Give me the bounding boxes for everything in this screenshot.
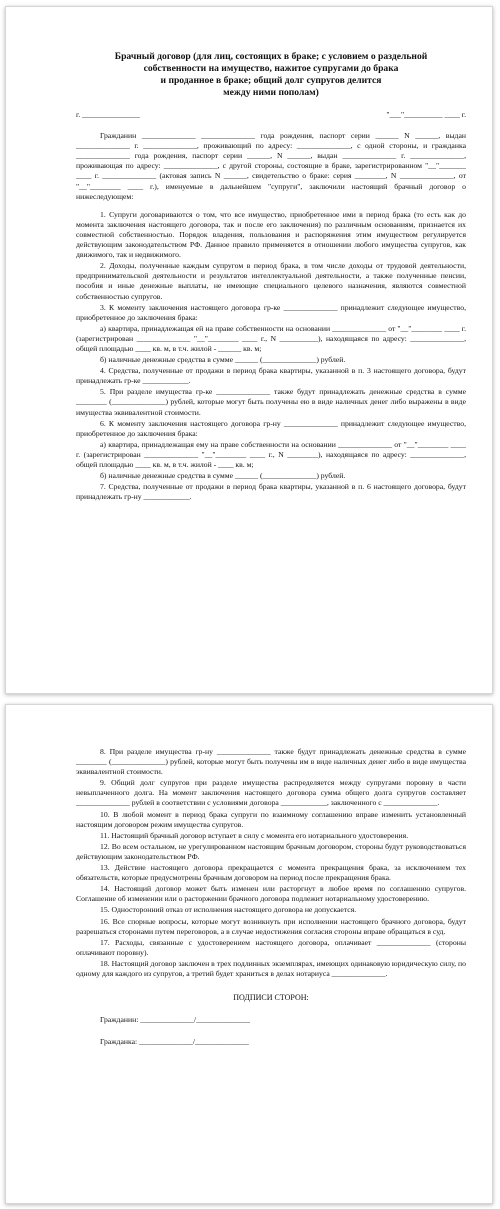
clause-7: 7. Средства, полученные от продажи в период брака квартиры, указанной в п. 6 настоящего договора, будут принадлежать гр-ну ____________. (76, 482, 466, 502)
wife-signature-line: Гражданка: ______________/______________ (100, 1037, 249, 1047)
clause-6: 6. К моменту заключения настоящего договора гр-ну ______________ принадлежит следующее имущество, приобретенное до заключения брака: (76, 418, 466, 438)
place-date-line (76, 110, 466, 120)
clause-3a: а) квартира, принадлежащая ей на праве собственности на основании ______________ от "__"________ ____ г. (зарегистрирован ______________ "__"________ ____ г., N __________), находящаяся по адресу: ______________, общей площадью ____ кв. м, в т.ч. жилой - ______ кв. м; (76, 323, 466, 353)
clause-11: 11. Настоящий брачный договор вступает в силу с момента его нотариального удостоверения. (100, 830, 409, 840)
parties-intro: Гражданин ______________ ______________ года рождения, паспорт серии ______ N ______, выдан ______________ г. ______________, проживающий по адресу: ______________, с одной стороны, и гражданка ______________ года рождения, паспорт серии ______, N ______, выдан ______________ г. ______________, проживающая по адресу: ______________, с другой стороны, состоящие в браке, зарегистрированном "__"_______ ____ г. ______________ (актовая запись N ______, свидетельство о браке: серия ________, N ______________, от "__"________ ____ г.), именуемые в дальнейшем "супруги", заключили настоящий брачный договор о нижеследующем: (76, 131, 466, 201)
clause-13: 13. Действие настоящего договора прекращается с момента прекращения брака, за исключением тех обязательств, которые предусмотрены брачным договором на период после прекращения брака. (76, 863, 466, 883)
clause-6b: б) наличные денежные средства в сумме ______ (______________) рублей. (100, 471, 346, 481)
page-1-content (76, 51, 466, 503)
clause-2: 2. Доходы, полученные каждым супругом в период брака, в том числе доходы от трудовой деятельности, предпринимательской деятельности и результатов интеллектуальной деятельности, а также полученные пенсии, пособия и иные денежные выплаты, не имеющие специального целевого назначения, являются совместной собственностью супругов. (76, 261, 466, 301)
clause-16: 16. Все спорные вопросы, которые могут возникнуть при исполнении настоящего брачного договора, будут разрешаться сторонами путем переговоров, а в случае недостижения согласия стороны вправе обращаться в суд. (76, 916, 466, 936)
clause-12: 12. Во всем остальном, не урегулированном настоящим брачным договором, стороны будут руководствоваться действующим законодательством РФ. (76, 841, 466, 861)
clause-10: 10. В любой момент в период брака супруги по взаимному соглашению вправе изменить установленный настоящим договором режим имущества супругов. (76, 809, 466, 829)
clause-15: 15. Односторонний отказ от исполнения настоящего договора не допускается. (100, 905, 357, 915)
husband-signature-line: Гражданин: ______________/______________ (100, 1015, 251, 1025)
clause-1: 1. Супруги договариваются о том, что все имущество, приобретенное ими в период брака (то есть как до момента заключения настоящего договора, так и после его заключения) по различным основаниям, признается их совместной собственностью. Порядок владения, пользования и распоряжения этим имуществом регулируется действующим законодательством РФ. Данное правило применяется в отношении любого имущества супругов, как движимого, так и недвижимого. (76, 209, 466, 260)
clause-14: 14. Настоящий договор может быть изменен или расторгнут в любое время по соглашению супругов. Соглашение об изменении или о расторжении брачного договора подлежит нотариальному удостоверению. (76, 884, 466, 904)
document-page-1 (5, 6, 493, 694)
page-2-content (76, 747, 466, 1059)
clause-3: 3. К моменту заключения настоящего договора гр-ке ______________ принадлежит следующее имущество, приобретенное до заключения брака: (76, 302, 466, 322)
clause-5: 5. При разделе имущества гр-ке ______________ также будут принадлежать денежные средства в сумме ________ (______________) рублей, которые могут быть получены ею в виде наличных денег либо выражены в виде имущества эквивалентной стоимости. (76, 387, 466, 417)
contract-date: "___"__________ ____ г. (386, 110, 466, 119)
clause-6a: а) квартира, принадлежащая ему на праве собственности на основании ______________ от "__"________ ____ г. (зарегистрирован ______________ "__"________ ____ г., N ________), находящаяся по адресу: ______________, общей площадью ____ кв. м, в т.ч. жилой - ____ кв. м; (76, 439, 466, 469)
clause-17: 17. Расходы, связанные с удостоверением настоящего договора, оплачивает ______________ (стороны оплачивают поровну). (76, 937, 466, 957)
document-page-2 (5, 704, 493, 1204)
contract-place: г. _______________ (76, 110, 140, 119)
document-title: Брачный договор (для лиц, состоящих в браке; с условием о раздельной собственности на имущество, нажитое супругами до брака и проданное в браке; общий долг супругов делится между ними пополам) (114, 51, 428, 98)
clause-18: 18. Настоящий договор заключен в трех подлинных экземплярах, имеющих одинаковую юридическую силу, по одному для каждого из супругов, а третий будет храниться в делах нотариуса ______________. (76, 958, 466, 978)
signatures-heading: ПОДПИСИ СТОРОН: (233, 993, 309, 1003)
clause-4: 4. Средства, полученные от продажи в период брака квартиры, указанной в п. 3 настоящего договора, будут принадлежать гр-ке ____________. (76, 366, 466, 386)
clause-8: 8. При разделе имущества гр-ну ______________ также будут принадлежать денежные средства в сумме ________ (______________) рублей, которые могут быть получены им в виде наличных денег либо в виде имущества эквивалентной стоимости. (76, 747, 466, 777)
clause-3b: б) наличные денежные средства в сумме ______ (______________) рублей. (100, 355, 346, 365)
clause-9: 9. Общий долг супругов при разделе имущества распределяется между супругами поровну в части невыплаченного долга. На момент заключения настоящего договора сумма общего долга супругов составляет ______________ рублей в соответствии с условиями договора ____________, заключенного с ______________. (76, 778, 466, 808)
